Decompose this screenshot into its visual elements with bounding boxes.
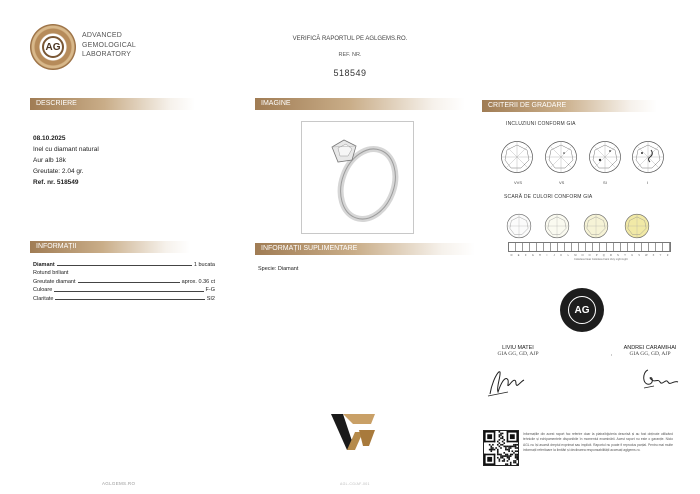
color-scale-letter: J [553, 254, 555, 257]
inclusion-diagram-vs [544, 140, 578, 174]
color-scale-letter: M [574, 254, 577, 257]
legal-disclaimer: Informațiile din acest raport fac referire doar la piatra/bijuteria descrisă și au fost obținute utilizând tehnicile și echipamentele disponibile în momentul examinării. Acest raport nu este o garanție. Nicio AGL nu își asumă dreptul exprimat sau implicit. Raportul nu poate fi reprodus parțial. Pentru mai multe informații referitoare la limitări și declinarea responsabilității accesați aglgems.ro. [523, 432, 673, 453]
color-scale-tick [537, 243, 544, 251]
info-value: aprox. 0.36 ct [181, 278, 215, 285]
color-scale-tick [544, 243, 551, 251]
section-information: INFORMAȚII [30, 241, 190, 253]
color-scale-letters [508, 254, 671, 257]
color-scale-tick [586, 243, 593, 251]
info-row [33, 276, 215, 285]
info-label: Diamant [33, 261, 55, 268]
color-scale-letter: I [546, 254, 548, 257]
inclusion-diagram-vvs [500, 140, 534, 174]
color-scale-letter: S [617, 254, 619, 257]
description-line-3: Greutate: 2.04 gr. [33, 168, 84, 175]
info-label: Rotund briliant [33, 270, 69, 276]
color-scale-letter: F [524, 254, 527, 257]
color-scale-tick [579, 243, 586, 251]
info-row [33, 285, 215, 294]
description-line-2: Aur alb 18k [33, 157, 66, 164]
color-scale-letter: D [510, 254, 513, 257]
lab-name-line-1: ADVANCED [82, 32, 122, 39]
lab-logo [30, 24, 76, 70]
color-scale-tick [530, 243, 537, 251]
lab-name-line-3: LABORATORY [82, 51, 132, 58]
color-scale-letter: G [531, 254, 534, 257]
color-scale-tick [558, 243, 565, 251]
color-scale-title: SCARĂ DE CULORI CONFORM GIA [504, 194, 593, 200]
signature-mark-2 [640, 364, 680, 392]
color-scale-tick [593, 243, 600, 251]
extra-info-text: Specie: Diamant [258, 266, 299, 272]
section-image: IMAGINE [255, 98, 465, 110]
info-label: Claritate [33, 295, 54, 302]
info-row [33, 293, 215, 302]
description-date: 08.10.2025 [33, 135, 66, 142]
signature-divider: ı [611, 352, 613, 357]
color-scale-letter: N [581, 254, 584, 257]
info-value: SI2 [206, 295, 215, 302]
lab-name-line-2: GEMOLOGICAL [82, 41, 136, 49]
inclusion-diagram-i [631, 140, 665, 174]
signer-title: GIA GG, GD, AJP [629, 351, 671, 357]
inclusion-label-i: I [647, 180, 649, 185]
color-scale-letter: R [609, 254, 612, 257]
brand-mark-icon [329, 412, 377, 452]
color-scale-letter: Q [602, 254, 605, 257]
color-scale-tick [523, 243, 530, 251]
color-scale-tick [663, 243, 670, 251]
color-scale-tick [516, 243, 523, 251]
info-label: Greutate diamant [33, 278, 76, 285]
description-line-1: Inel cu diamant natural [33, 146, 99, 153]
info-label: Culoare [33, 287, 53, 293]
seal-monogram: AG [568, 296, 596, 324]
signer-name: LIVIU MATEI [502, 345, 534, 351]
info-row [33, 268, 215, 277]
section-extra-info: INFORMAȚII SUPLIMENTARE [255, 243, 475, 255]
color-scale-tick [600, 243, 607, 251]
signature-block-2 [618, 345, 682, 357]
section-grading: CRITERII DE GRADARE [482, 100, 657, 112]
signature-block-1 [488, 345, 548, 357]
lab-seal [560, 288, 604, 332]
verify-text: VERIFICĂ RAPORTUL PE AGLGEMS.RO. [292, 36, 408, 42]
color-scale-letter: E [517, 254, 520, 257]
color-scale-tick [565, 243, 572, 251]
signature-mark-1 [486, 362, 528, 398]
inclusion-diagram-si [588, 140, 622, 174]
color-scale-tick [572, 243, 579, 251]
information-table [33, 259, 215, 302]
section-description: DESCRIERE [30, 98, 195, 110]
color-scale-letter: V [638, 254, 641, 257]
product-image [301, 121, 414, 234]
qr-code-icon[interactable] [483, 430, 519, 466]
color-scale-letter: U [631, 254, 634, 257]
description-block [33, 133, 99, 188]
color-scale-letter: Y [659, 254, 662, 257]
inclusion-label-si: SI [603, 180, 607, 185]
color-scale-bar [508, 242, 671, 252]
signer-title: GIA GG, GD, AJP [497, 351, 539, 357]
inclusion-label-vs: VS [559, 180, 565, 185]
color-scale-letter: Z [666, 254, 669, 257]
footer-code: AGL-CG/AF-001 [340, 482, 370, 486]
signer-name: ANDREI CARAMIHAI [623, 345, 677, 351]
color-scale-letter: H [539, 254, 541, 257]
color-diamond-faint [583, 213, 609, 239]
info-leader [54, 291, 203, 292]
color-diamond-near-colorless [544, 213, 570, 239]
color-scale-tick [509, 243, 516, 251]
info-leader [78, 282, 180, 283]
color-scale-tick [621, 243, 628, 251]
color-scale-tick [656, 243, 663, 251]
color-scale-letter: O [588, 254, 591, 257]
info-value: F-G [205, 287, 215, 293]
color-scale-letter: P [595, 254, 598, 257]
color-scale-tick [642, 243, 649, 251]
color-diamond-light [624, 213, 650, 239]
color-scale-letter: W [645, 254, 648, 257]
color-scale-tick [635, 243, 642, 251]
color-diamond-colorless [506, 213, 532, 239]
color-scale-tick [628, 243, 635, 251]
color-scale-letter: K [560, 254, 563, 257]
inclusion-label-vvs: VVS [514, 180, 523, 185]
description-ref: Ref. nr. 518549 [33, 179, 79, 186]
color-scale-tick [607, 243, 614, 251]
color-scale-tick [551, 243, 558, 251]
color-scale-letter: T [624, 254, 626, 257]
info-leader [57, 265, 192, 266]
inclusions-title: INCLUZIUNI CONFORM GIA [506, 121, 576, 127]
info-row [33, 259, 215, 268]
footer-website[interactable]: AGLGEMS.RO [102, 481, 136, 486]
ref-number: 518549 [333, 68, 367, 78]
color-scale-letter: L [567, 254, 569, 257]
color-scale-letter: X [652, 254, 655, 257]
ref-label: REF. NR. [338, 52, 362, 58]
info-leader [55, 299, 204, 300]
logo-monogram: AG [42, 36, 64, 58]
ring-illustration [302, 122, 415, 235]
color-scale-tick [614, 243, 621, 251]
info-value: 1 bucata [193, 261, 215, 268]
color-scale-tick [649, 243, 656, 251]
color-scale-words: Colorless Near Colorless Faint Very Light Light [574, 258, 628, 261]
